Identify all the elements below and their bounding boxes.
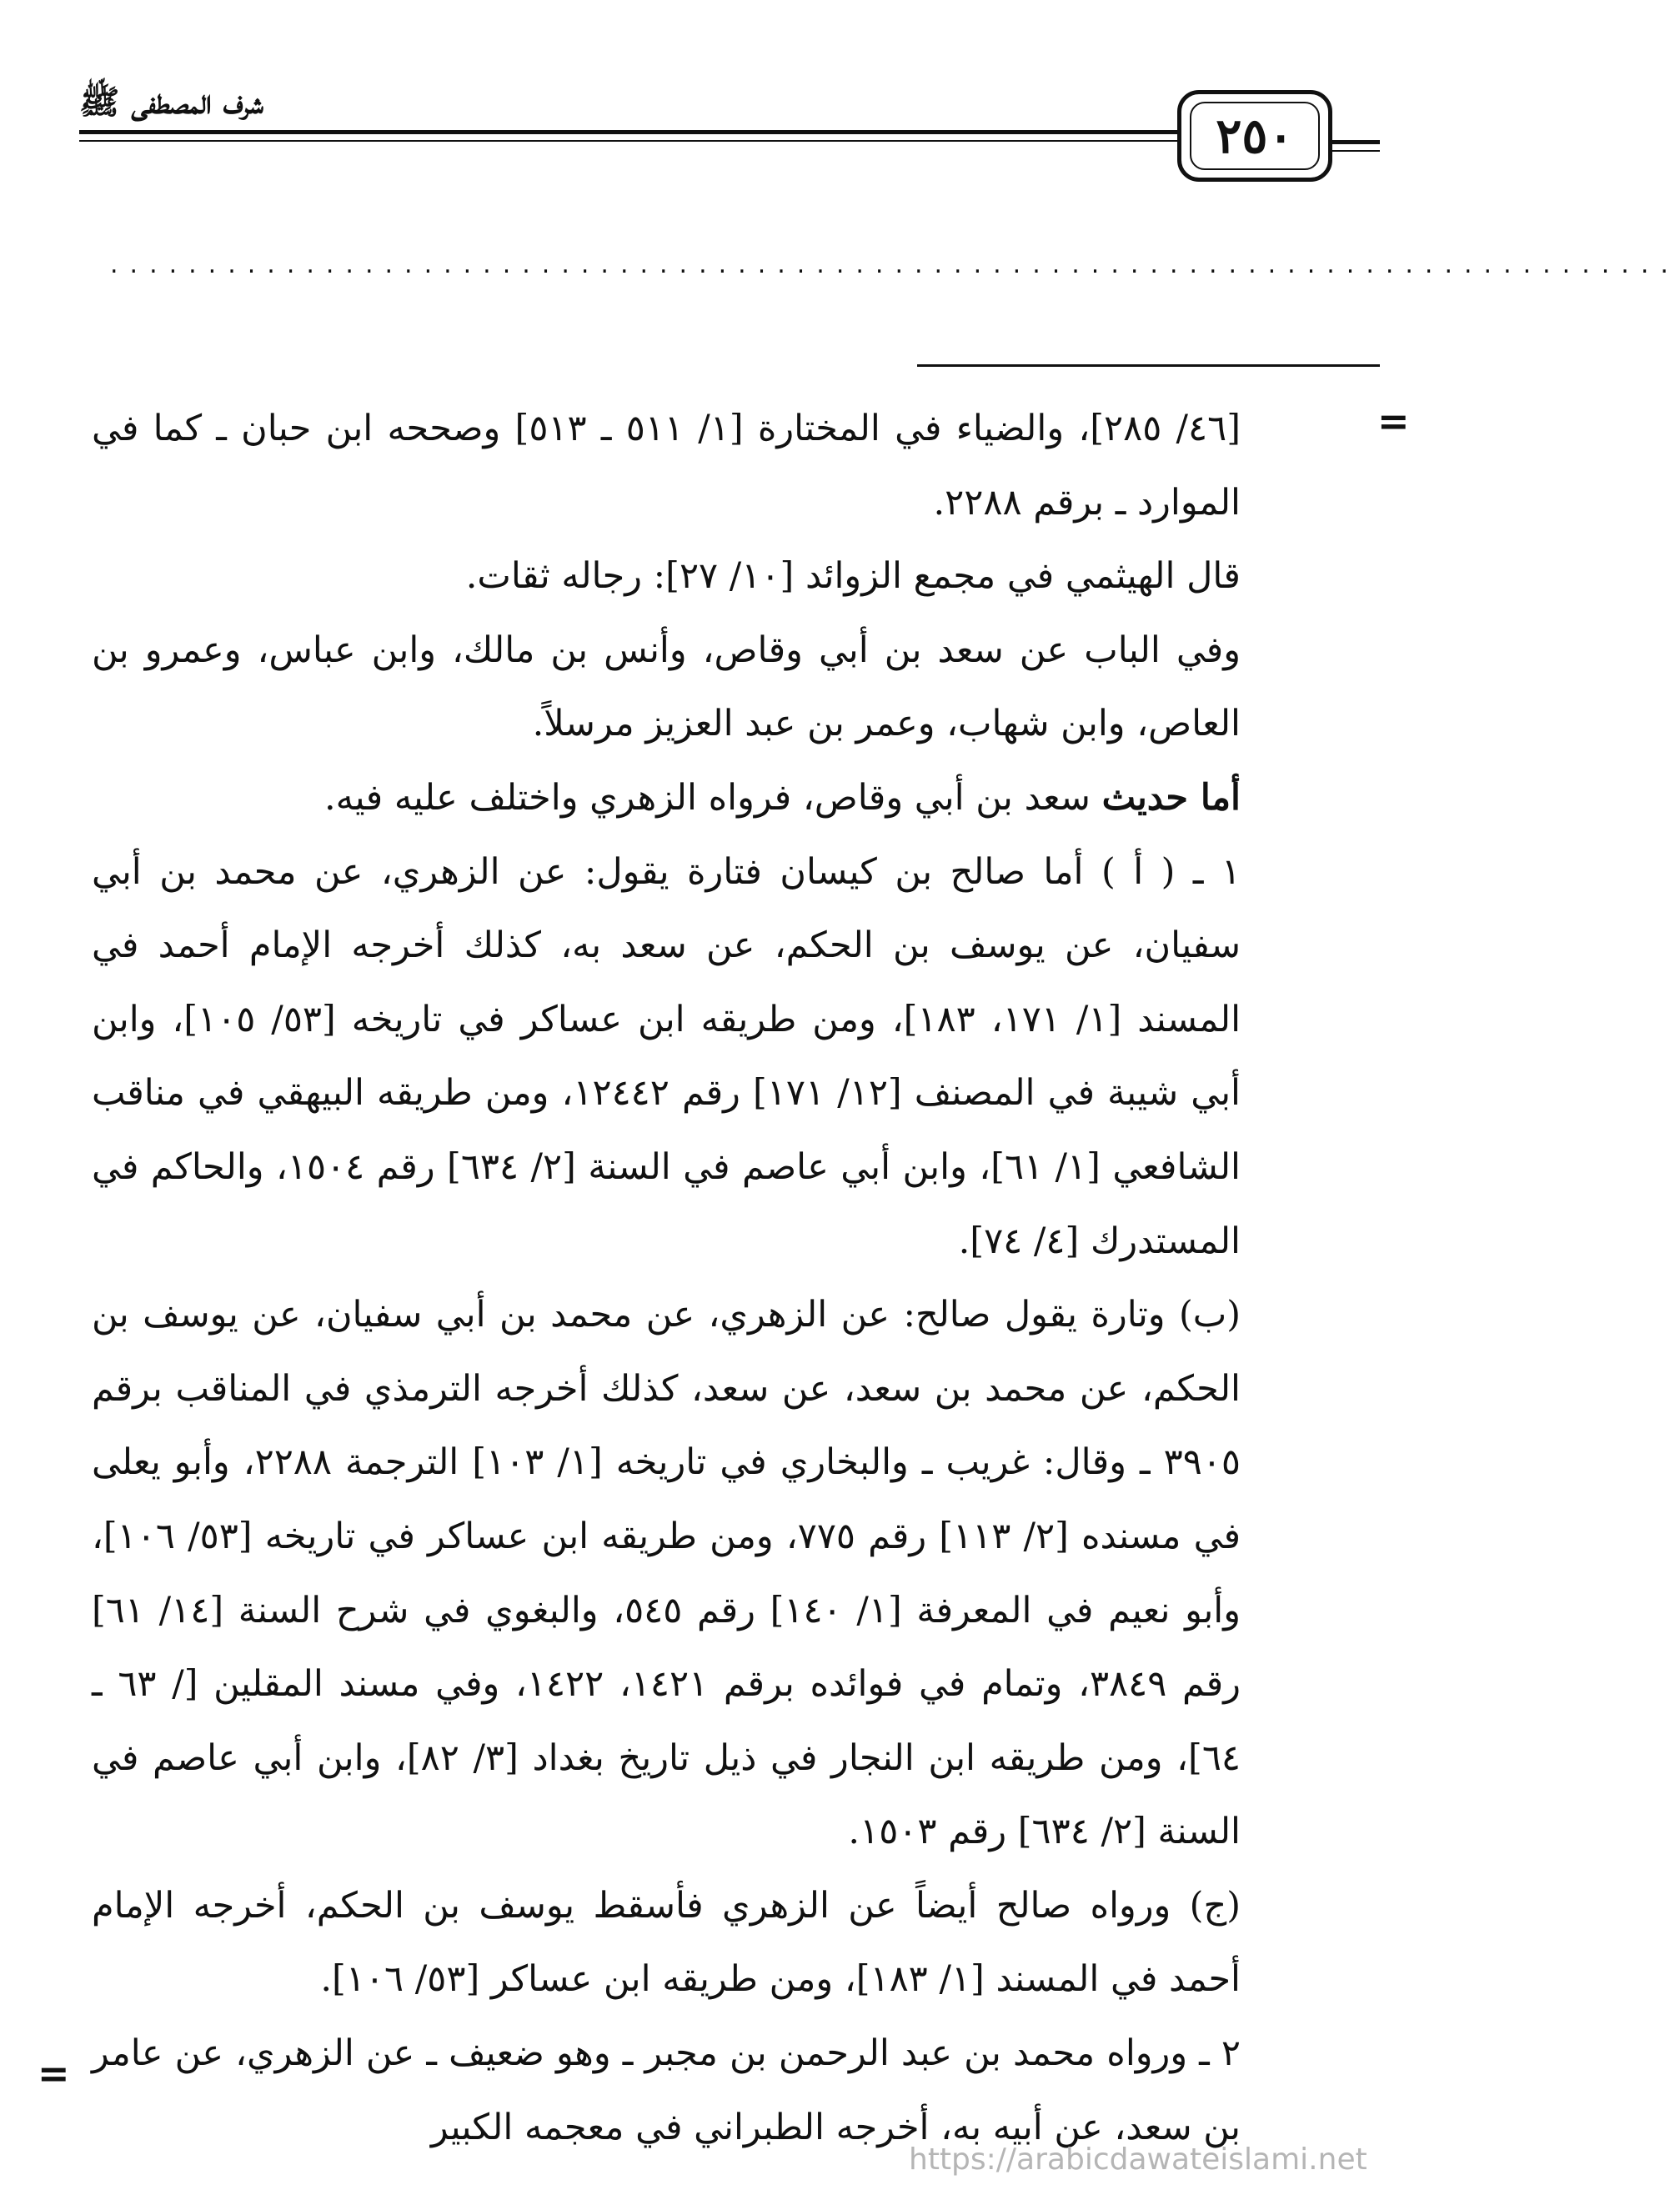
paragraph: ١ ـ ( أ ) أما صالح بن كيسان فتارة يقول: عن الزهري، عن محمد بن أبي سفيان، عن يوسف بن الحكم، عن سعد به، كذلك أخرجه الإمام أحمد في المسند [١/ ١٧١، ١٨٣]، ومن طريقه ابن عساكر في تاريخه [٥٣/ ١٠٥]، وابن أبي شيبة في المصنف [١٢/ ١٧١] رقم ١٢٤٤٢، ومن طريقه البيهقي في مناقب الشافعي [١/ ٦١]، وابن أبي عاصم في السنة [٢/ ٦٣٤] رقم ١٥٠٤، والحاكم في المستدرك [٤/ ٧٤]. xyxy=(92,850,1241,1262)
page-number: ٢٥٠ xyxy=(1190,102,1320,170)
bold-lead: أما حديث xyxy=(1101,776,1241,819)
paragraph: قال الهيثمي في مجمع الزوائد [١٠/ ٢٧]: رجاله ثقات. xyxy=(465,555,1241,598)
dotted-separator: ................................................................................ xyxy=(110,250,1680,279)
header-rule-thin xyxy=(79,140,1181,142)
continuation-mark-bottom: = xyxy=(38,2051,70,2096)
footnote-rule xyxy=(917,364,1380,367)
footnote-body xyxy=(92,392,1241,2164)
watermark-url: https://arabicdawateislami.net xyxy=(909,2142,1367,2177)
header-title: شرف المصطفى ﷺ xyxy=(79,83,263,122)
header-rule-right-thin xyxy=(1328,150,1380,152)
paragraph: أما حديث سعد بن أبي وقاص، فرواه الزهري واختلف عليه فيه. xyxy=(323,776,1241,819)
paragraph: (ب) وتارة يقول صالح: عن الزهري، عن محمد بن أبي سفيان، عن يوسف بن الحكم، عن محمد بن سعد، عن سعد، كذلك أخرجه الترمذي في المناقب برقم ٣٩٠٥ ـ وقال: غريب ـ والبخاري في تاريخه [١/ ١٠٣] الترجمة ٢٢٨٨، وأبو يعلى في مسنده [٢/ ١١٣] رقم ٧٧٥، ومن طريقه ابن عساكر في تاريخه [٥٣/ ١٠٦]، وأبو نعيم في المعرفة [١/ ١٤٠] رقم ٥٤٥، والبغوي في شرح السنة [١٤/ ٦١] رقم ٣٨٤٩، وتمام في فوائده برقم ١٤٢١، ١٤٢٢، وفي مسند المقلين [/ ٦٣ ـ ٦٤]، ومن طريقه ابن النجار في ذيل تاريخ بغداد [٣/ ٨٢]، وابن أبي عاصم في السنة [٢/ ٦٣٤] رقم ١٥٠٣. xyxy=(92,1294,1241,1853)
continuation-mark-top: = xyxy=(1377,398,1410,444)
header-rule-thick xyxy=(79,130,1181,134)
paragraph: (ج) ورواه صالح أيضاً عن الزهري فأسقط يوسف بن الحكم، أخرجه الإمام أحمد في المسند [١/ ١٨٣]، ومن طريقه ابن عساكر [٥٣/ ١٠٦]. xyxy=(92,1884,1241,2001)
paragraph: ٢ ـ ورواه محمد بن عبد الرحمن بن مجبر ـ وهو ضعيف ـ عن الزهري، عن عامر بن سعد، عن أبيه به، أخرجه الطبراني في معجمه الكبير xyxy=(92,2032,1241,2148)
page-number-frame xyxy=(1177,90,1332,182)
header-rule-right-thick xyxy=(1328,140,1380,144)
paragraph: [٤٦/ ٢٨٥]، والضياء في المختارة [١/ ٥١١ ـ ٥١٣] وصححه ابن حبان ـ كما في الموارد ـ برقم ٢٢٨٨. xyxy=(92,408,1241,524)
paragraph: وفي الباب عن سعد بن أبي وقاص، وأنس بن مالك، وابن عباس، وعمرو بن العاص، وابن شهاب، وعمر بن عبد العزيز مرسلاً. xyxy=(92,629,1241,745)
